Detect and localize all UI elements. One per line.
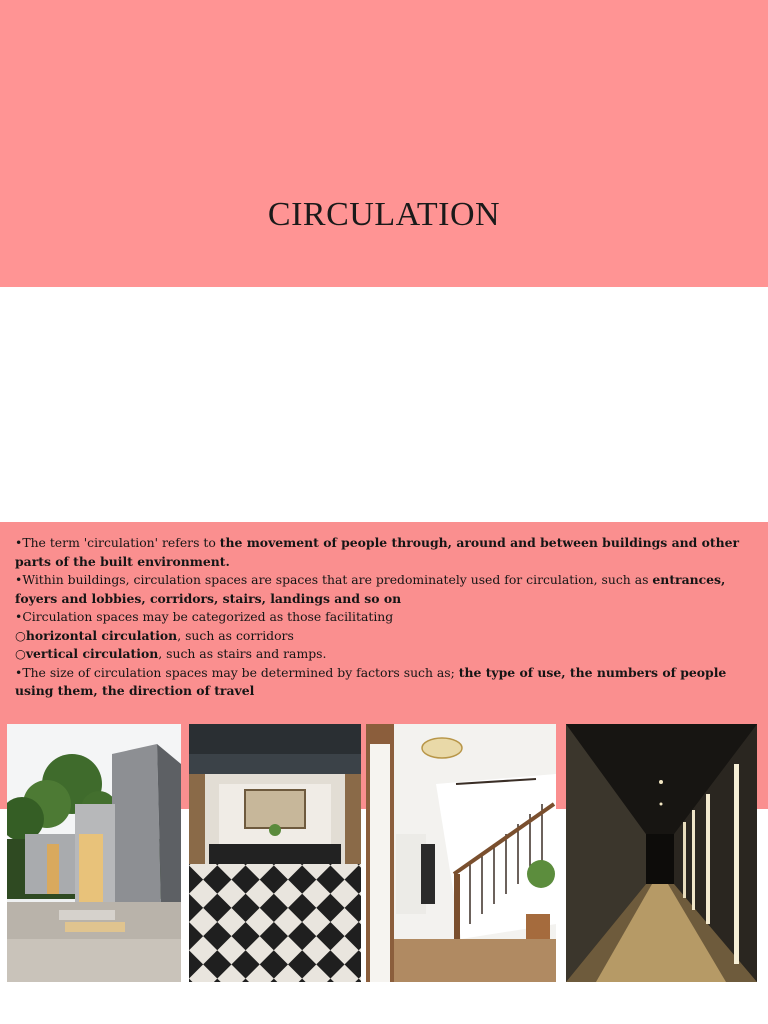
bullet-text: Within buildings, circulation spaces are spaces that are predominately used for circulation, such as [22,572,653,587]
house-exterior-photo [7,724,181,982]
sub-bullet-item [15,645,755,664]
bullet-bold-text: entrances, foyers and lobbies, corridors, stairs, landings and so on [15,572,726,606]
bullet-marker: • [15,572,23,587]
bullet-bold-text: the type of use, the numbers of people using them, the direction of travel [15,664,727,698]
sub-bullet-item [15,627,755,646]
bullet-item [15,534,755,571]
page-title: CIRCULATION [267,196,501,233]
title-band [0,0,768,287]
bullet-marker: • [15,664,23,680]
bullet-item [15,664,755,701]
bullet-item [15,571,755,608]
sub-bullet-marker: ○ [15,646,26,661]
bullet-bold-text: the movement of people through, around and between buildings and other parts of the built environment. [15,535,740,569]
bullet-text: The size of circulation spaces may be determined by factors such as; [22,664,459,680]
staircase-hall-photo [366,724,556,982]
bullet-text: Circulation spaces may be categorized as those facilitating [22,609,394,624]
dark-corridor-photo [566,724,757,982]
sub-bullet-marker: ○ [15,627,26,643]
bullet-item [15,608,755,627]
bullet-text: , such as corridors [177,627,294,643]
bullet-bold-text: vertical circulation [25,646,159,661]
bullet-text: , such as stairs and ramps. [158,646,327,661]
bullet-text: The term 'circulation' refers to [22,535,220,550]
bullet-bold-text: horizontal circulation [25,627,178,643]
bullet-marker: • [15,609,23,624]
bullet-marker: • [15,535,23,550]
lobby-checkered-floor-photo [189,724,361,982]
bullet-list [15,534,755,701]
